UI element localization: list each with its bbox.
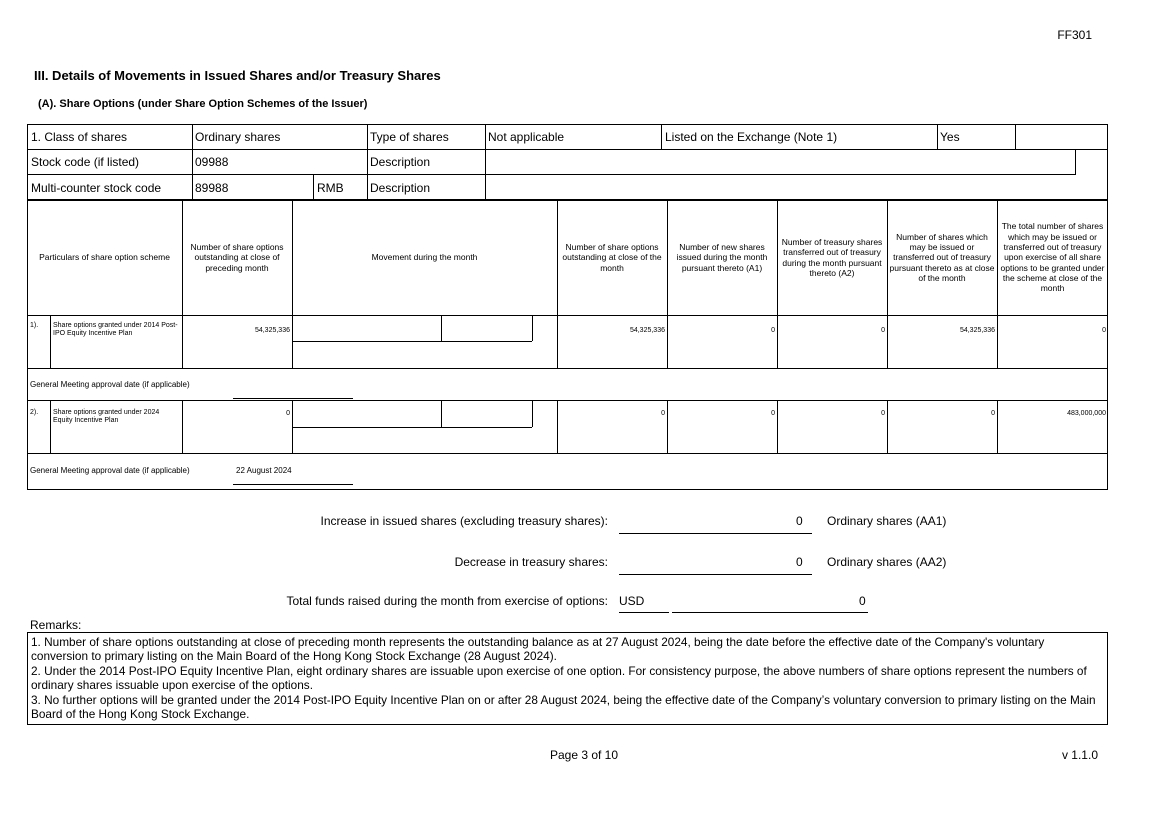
type-of-shares-value: Not applicable bbox=[488, 130, 565, 144]
decrease-label: Decrease in treasury shares: bbox=[454, 555, 608, 569]
funds-currency: USD bbox=[619, 594, 645, 608]
scheme-2-outstanding-prev: 0 bbox=[286, 410, 290, 417]
decrease-value: 0 bbox=[796, 555, 803, 569]
listed-on-exchange-label: Listed on the Exchange (Note 1) bbox=[665, 130, 838, 144]
scheme-2-may-be-issued: 0 bbox=[991, 410, 995, 417]
header-outstanding-prev: Number of share options outstanding at close of preceding month bbox=[190, 241, 284, 273]
scheme-2-treasury: 0 bbox=[881, 410, 885, 417]
scheme-2-new-shares: 0 bbox=[771, 410, 775, 417]
stock-code-description-label: Description bbox=[370, 155, 431, 169]
form-code: FF301 bbox=[1057, 28, 1092, 42]
scheme-2-outstanding-close: 0 bbox=[661, 410, 665, 417]
header-total-number: The total number of shares which may be issued or transferred out of treasury upon exercise of all share options to be granted under the scheme at close of the month bbox=[1000, 221, 1105, 294]
scheme-2-gm-date: 22 August 2024 bbox=[236, 466, 292, 475]
header-treasury-transferred: Number of treasury shares transferred out of treasury during the month pursuant thereto (A2) bbox=[781, 236, 883, 278]
header-new-shares: Number of new shares issued during the month pursuant thereto (A1) bbox=[676, 241, 768, 273]
multi-counter-currency: RMB bbox=[317, 181, 344, 195]
scheme-1-outstanding-prev: 54,325,336 bbox=[254, 327, 290, 334]
remarks-box bbox=[27, 632, 1108, 725]
increase-value: 0 bbox=[796, 514, 803, 528]
multi-counter-value: 89988 bbox=[195, 181, 229, 195]
header-particulars: Particulars of share option scheme bbox=[39, 252, 170, 263]
multi-counter-description-label: Description bbox=[370, 181, 431, 195]
remark-1: 1. Number of share options outstanding at close of preceding month represents the outstanding balance as at 27 August 2024, being the date before the effective date of the Company's voluntary conversion to primary listing on the Main Board of the Hong Kong Stock Exchange (28 August 2024). bbox=[31, 635, 1045, 664]
scheme-1-total: 0 bbox=[1102, 327, 1106, 334]
subsection-title: (A). Share Options (under Share Option Schemes of the Issuer) bbox=[38, 98, 368, 110]
scheme-1-gm-label: General Meeting approval date (if applicable) bbox=[30, 380, 190, 389]
funds-value: 0 bbox=[859, 594, 866, 608]
header-outstanding-close: Number of share options outstanding at close of the month bbox=[562, 241, 662, 273]
scheme-1-may-be-issued: 54,325,336 bbox=[959, 327, 995, 334]
scheme-2-index: 2). bbox=[30, 409, 39, 416]
listed-on-exchange-value: Yes bbox=[940, 130, 960, 144]
class-of-shares-value: Ordinary shares bbox=[195, 130, 281, 144]
class-of-shares-label: 1. Class of shares bbox=[31, 130, 128, 144]
decrease-unit: Ordinary shares (AA2) bbox=[827, 555, 947, 569]
scheme-2-gm-label: General Meeting approval date (if applicable) bbox=[30, 466, 190, 475]
increase-unit: Ordinary shares (AA1) bbox=[827, 514, 947, 528]
scheme-1-name: Share options granted under 2014 Post-IPO Equity Incentive Plan bbox=[53, 322, 178, 338]
type-of-shares-label: Type of shares bbox=[370, 130, 449, 144]
header-may-be-issued: Number of shares which may be issued or transferred out of treasury pursuant thereto as at close of the month bbox=[889, 231, 995, 284]
scheme-2-name: Share options granted under 2024 Equity Incentive Plan bbox=[53, 409, 160, 425]
section-title: III. Details of Movements in Issued Shares and/or Treasury Shares bbox=[34, 68, 441, 83]
scheme-1-outstanding-close: 54,325,336 bbox=[629, 327, 665, 334]
version: v 1.1.0 bbox=[1061, 748, 1098, 762]
remark-2: 2. Under the 2014 Post-IPO Equity Incentive Plan, eight ordinary shares are issuable upon exercise of one option. For consistency purpose, the above numbers of share options represent the numbers of ordinary shares issuable upon exercise of the options. bbox=[31, 663, 1087, 693]
increase-label: Increase in issued shares (excluding treasury shares): bbox=[320, 514, 608, 528]
scheme-1-treasury: 0 bbox=[881, 327, 885, 334]
scheme-1-index: 1). bbox=[30, 322, 39, 329]
remark-3: 3. No further options will be granted under the 2014 Post-IPO Equity Incentive Plan on or after 28 August 2024, being the effective date of the Company’s voluntary conversion to primary listing on the Main Board of the Hong Kong Stock Exchange. bbox=[31, 692, 1096, 721]
scheme-2-total: 483,000,000 bbox=[1067, 410, 1106, 417]
scheme-1-new-shares: 0 bbox=[771, 327, 775, 334]
stock-code-label: Stock code (if listed) bbox=[31, 155, 140, 169]
funds-label: Total funds raised during the month from exercise of options: bbox=[286, 594, 608, 608]
page-number: Page 3 of 10 bbox=[549, 748, 619, 762]
multi-counter-label: Multi-counter stock code bbox=[31, 181, 162, 195]
stock-code-value: 09988 bbox=[195, 155, 229, 169]
remarks-label: Remarks: bbox=[30, 618, 82, 632]
header-movement: Movement during the month bbox=[371, 252, 478, 263]
